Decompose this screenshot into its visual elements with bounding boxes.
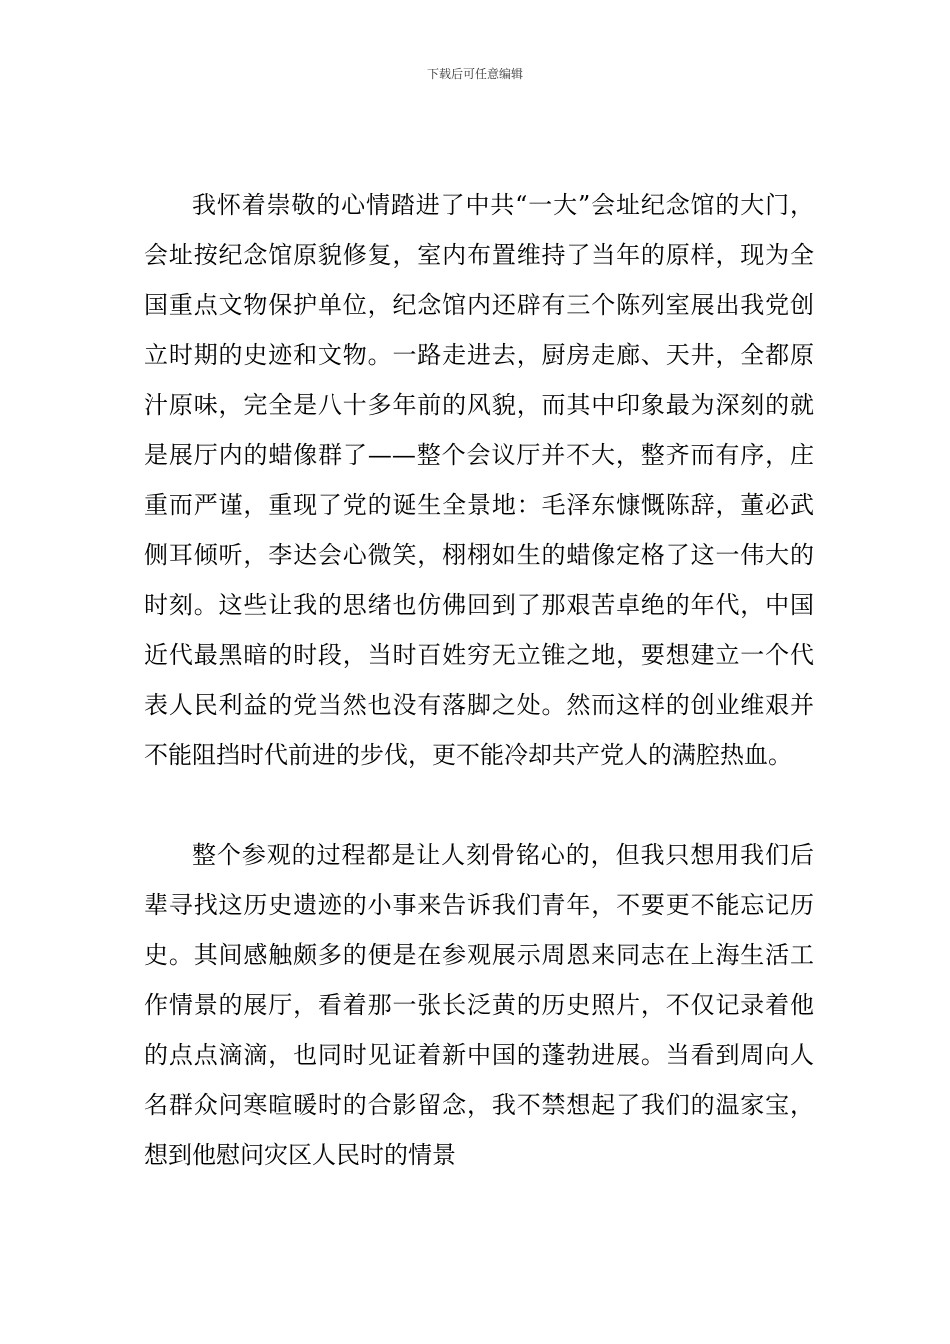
paragraph-2: 整个参观的过程都是让人刻骨铭心的，但我只想用我们后辈寻找这历史遗迹的小事来告诉我们青年，不要更不能忘记历史。其间感触颇多的便是在参观展示周恩来同志在上海生活工作情景的展厅，看着那一张长泛黄的历史照片，不仅记录着他的点点滴滴，也同时见证着新中国的蓬勃进展。当看到周向人名群众问寒暄暖时的合影留念，我不禁想起了我们的温家宝，想到他慰问灾区人民时的情景 bbox=[144, 841, 814, 1169]
page-header-note: 下载后可任意编辑 bbox=[426, 67, 523, 81]
paragraph-1: 我怀着崇敬的心情踏进了中共“一大”会址纪念馆的大门，会址按纪念馆原貌修复，室内布置维持了当年的原样，现为全国重点文物保护单位，纪念馆内还辟有三个陈列室展出我党创立时期的史迹和文物。一路走进去，厨房走廊、天井，全都原汁原味，完全是八十多年前的风貌，而其中印象最为深刻的就是展厅内的蜡像群了——整个会议厅并不大，整齐而有序，庄重而严谨，重现了党的诞生全景地：毛泽东慷慨陈辞，董必武侧耳倾听，李达会心微笑，栩栩如生的蜡像定格了这一伟大的时刻。这些让我的思绪也仿佛回到了那艰苦卓绝的年代，中国近代最黑暗的时段，当时百姓穷无立锥之地，要想建立一个代表人民利益的党当然也没有落脚之处。然而这样的创业维艰并不能阻挡时代前进的步伐，更不能冷却共产党人的满腔热血。 bbox=[144, 191, 814, 769]
document-body bbox=[144, 180, 814, 1180]
